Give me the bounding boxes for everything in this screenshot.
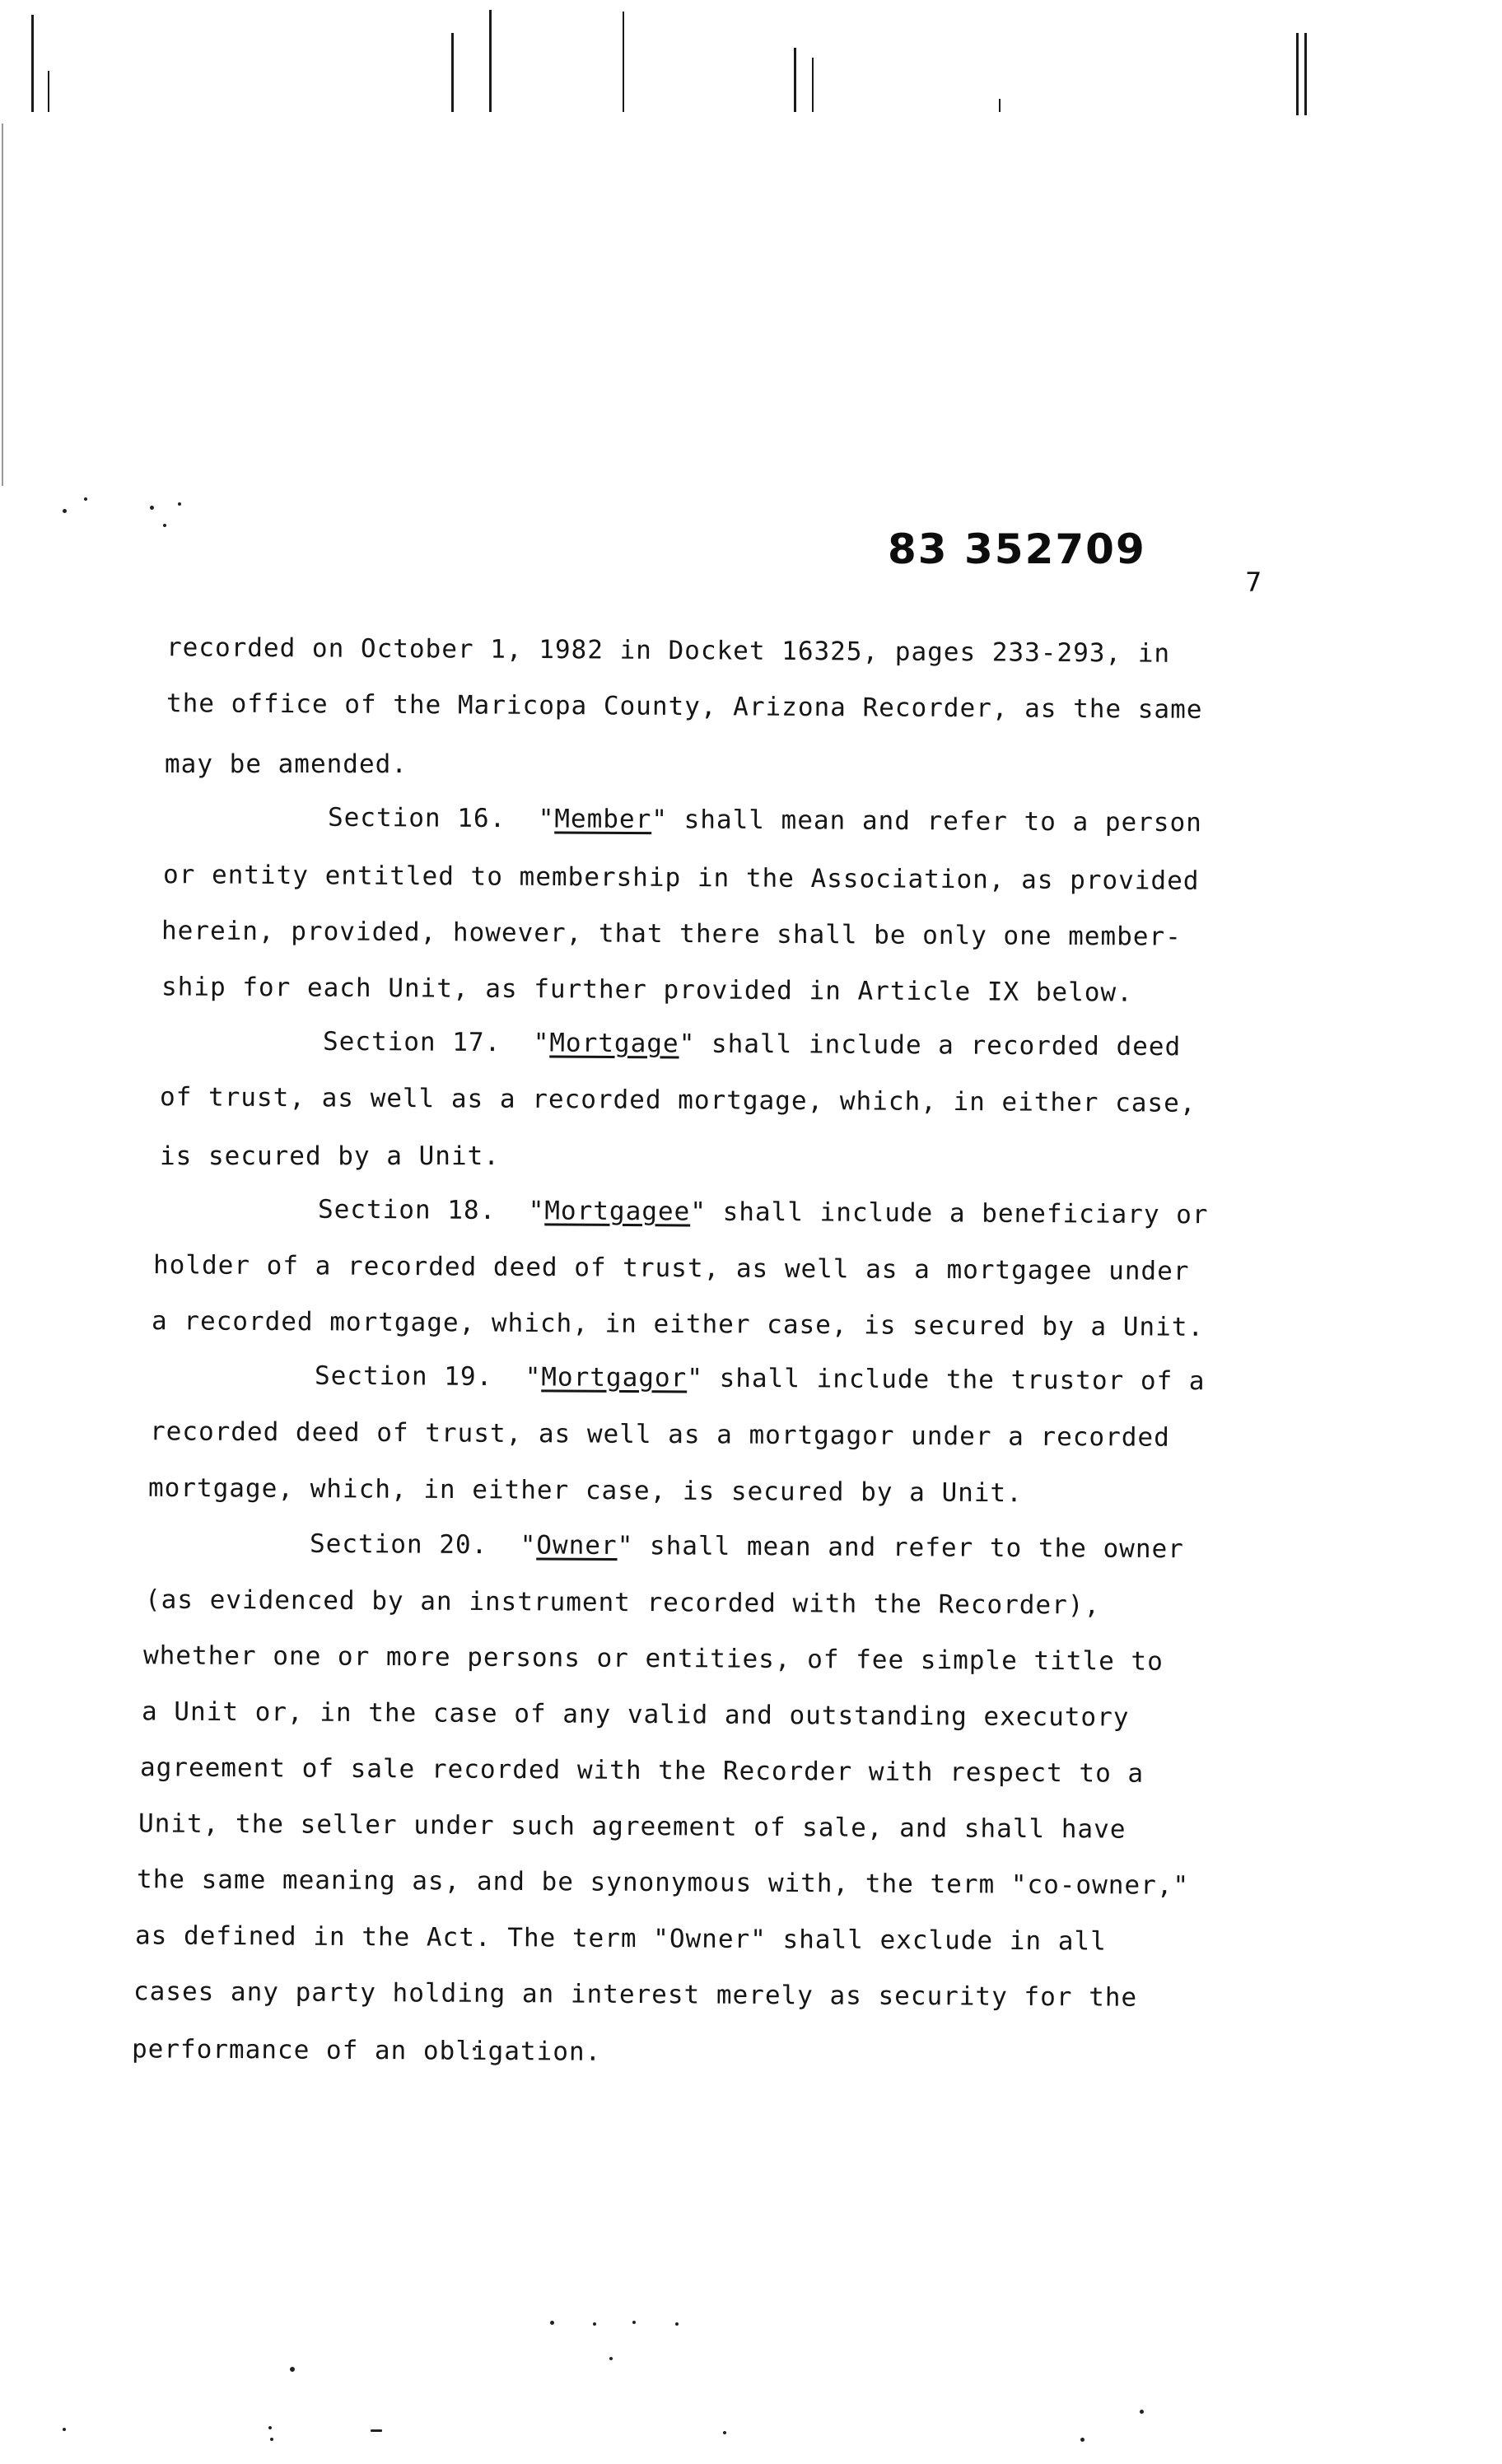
defined-term: Mortgagee — [544, 1196, 691, 1227]
section-text: shall include the trustor of a — [702, 1363, 1206, 1397]
speck — [63, 2428, 66, 2431]
defined-term: Mortgage — [549, 1028, 679, 1059]
speck — [675, 2322, 679, 2326]
text-line: may be amended. — [165, 749, 408, 779]
speck — [550, 2321, 554, 2325]
text-line: as defined in the Act. The term "Owner" shall exclude in all — [134, 1920, 1107, 1957]
text-line: or entity entitled to membership in the Association, as provided — [162, 860, 1200, 896]
scan-mark — [1304, 33, 1307, 115]
speck — [163, 524, 166, 527]
speck — [63, 509, 67, 513]
page-number: 7 — [1245, 567, 1262, 598]
document-number: 83 352709 — [888, 525, 1146, 573]
speck — [593, 2322, 596, 2326]
scan-mark — [1296, 33, 1299, 115]
section-heading-line: Section 18. "Mortgagee" shall include a beneficiary or — [317, 1194, 1209, 1230]
speck — [268, 2426, 272, 2429]
text-line: a Unit or, in the case of any valid and outstanding executory — [141, 1696, 1130, 1733]
text-line: the same meaning as, and be synonymous with, the term "co-owner," — [136, 1864, 1190, 1901]
text-line: the office of the Maricopa County, Arizona Recorder, as the same — [166, 688, 1203, 725]
section-label: Section 20. — [309, 1528, 488, 1561]
speck — [1080, 2438, 1085, 2442]
text-line: agreement of sale recorded with the Recorder with respect to a — [139, 1752, 1145, 1789]
text-line: a recorded mortgage, which, in either case, is secured by a Unit. — [151, 1306, 1205, 1342]
scan-mark — [623, 12, 624, 112]
scan-mark — [31, 15, 34, 112]
text-line: of trust, as well as a recorded mortgage, which, in either case, — [159, 1082, 1196, 1118]
defined-term: Owner — [536, 1530, 618, 1561]
speck — [723, 2431, 726, 2434]
speck — [632, 2321, 636, 2324]
speck — [178, 502, 181, 506]
section-text: shall include a recorded deed — [695, 1029, 1182, 1062]
speck — [150, 506, 154, 510]
text-line: performance of an obligation. — [131, 2034, 602, 2067]
section-heading-line: Section 17. "Mortgage" shall include a recorded deed — [322, 1026, 1182, 1062]
text-line: recorded deed of trust, as well as a mortgagor under a recorded — [149, 1416, 1170, 1453]
text-line: Unit, the seller under such agreement of sale, and shall have — [138, 1808, 1126, 1845]
section-heading-line: Section 16. "Member" shall mean and refer to a person — [327, 802, 1202, 838]
text-line: (as evidenced by an instrument recorded with the Recorder), — [144, 1584, 1101, 1621]
scan-mark — [48, 71, 49, 112]
section-label: Section 19. — [314, 1360, 493, 1393]
text-line: ship for each Unit, as further provided in Article IX below. — [161, 972, 1133, 1008]
speck — [84, 497, 87, 501]
section-label: Section 17. — [322, 1026, 501, 1058]
defined-term: Mortgagor — [541, 1362, 688, 1393]
scan-mark — [794, 48, 796, 112]
scan-mark — [812, 58, 814, 112]
scan-mark — [489, 10, 492, 112]
speck — [290, 2367, 295, 2372]
scan-mark — [2, 124, 3, 486]
speck — [1140, 2410, 1144, 2414]
text-line: cases any party holding an interest merely as security for the — [133, 1976, 1138, 2013]
speck — [371, 2429, 382, 2432]
section-label: Section 16. — [327, 802, 506, 834]
section-heading-line: Section 19. "Mortgagor" shall include the trustor of a — [314, 1360, 1206, 1397]
text-line: mortgage, which, in either case, is secured by a Unit. — [147, 1472, 1023, 1509]
speck — [609, 2357, 613, 2360]
text-line: is secured by a Unit. — [160, 1141, 500, 1171]
scan-mark — [999, 99, 1001, 112]
section-text: shall include a beneficiary or — [706, 1197, 1209, 1230]
text-line: recorded on October 1, 1982 in Docket 16325, pages 233-293, in — [166, 632, 1171, 669]
text-line: herein, provided, however, that there shall be only one member- — [161, 916, 1182, 952]
section-text: shall mean and refer to the owner — [633, 1531, 1184, 1565]
scan-mark — [451, 33, 454, 112]
speck — [270, 2438, 273, 2441]
defined-term: Member — [554, 804, 652, 835]
text-line: holder of a recorded deed of trust, as well as a mortgagee under — [152, 1250, 1190, 1286]
section-label: Section 18. — [317, 1194, 497, 1226]
section-heading-line: Section 20. "Owner" shall mean and refer to the owner — [309, 1528, 1184, 1565]
section-text: shall mean and refer to a person — [667, 805, 1202, 838]
text-line: whether one or more persons or entities, of fee simple title to — [142, 1640, 1164, 1677]
